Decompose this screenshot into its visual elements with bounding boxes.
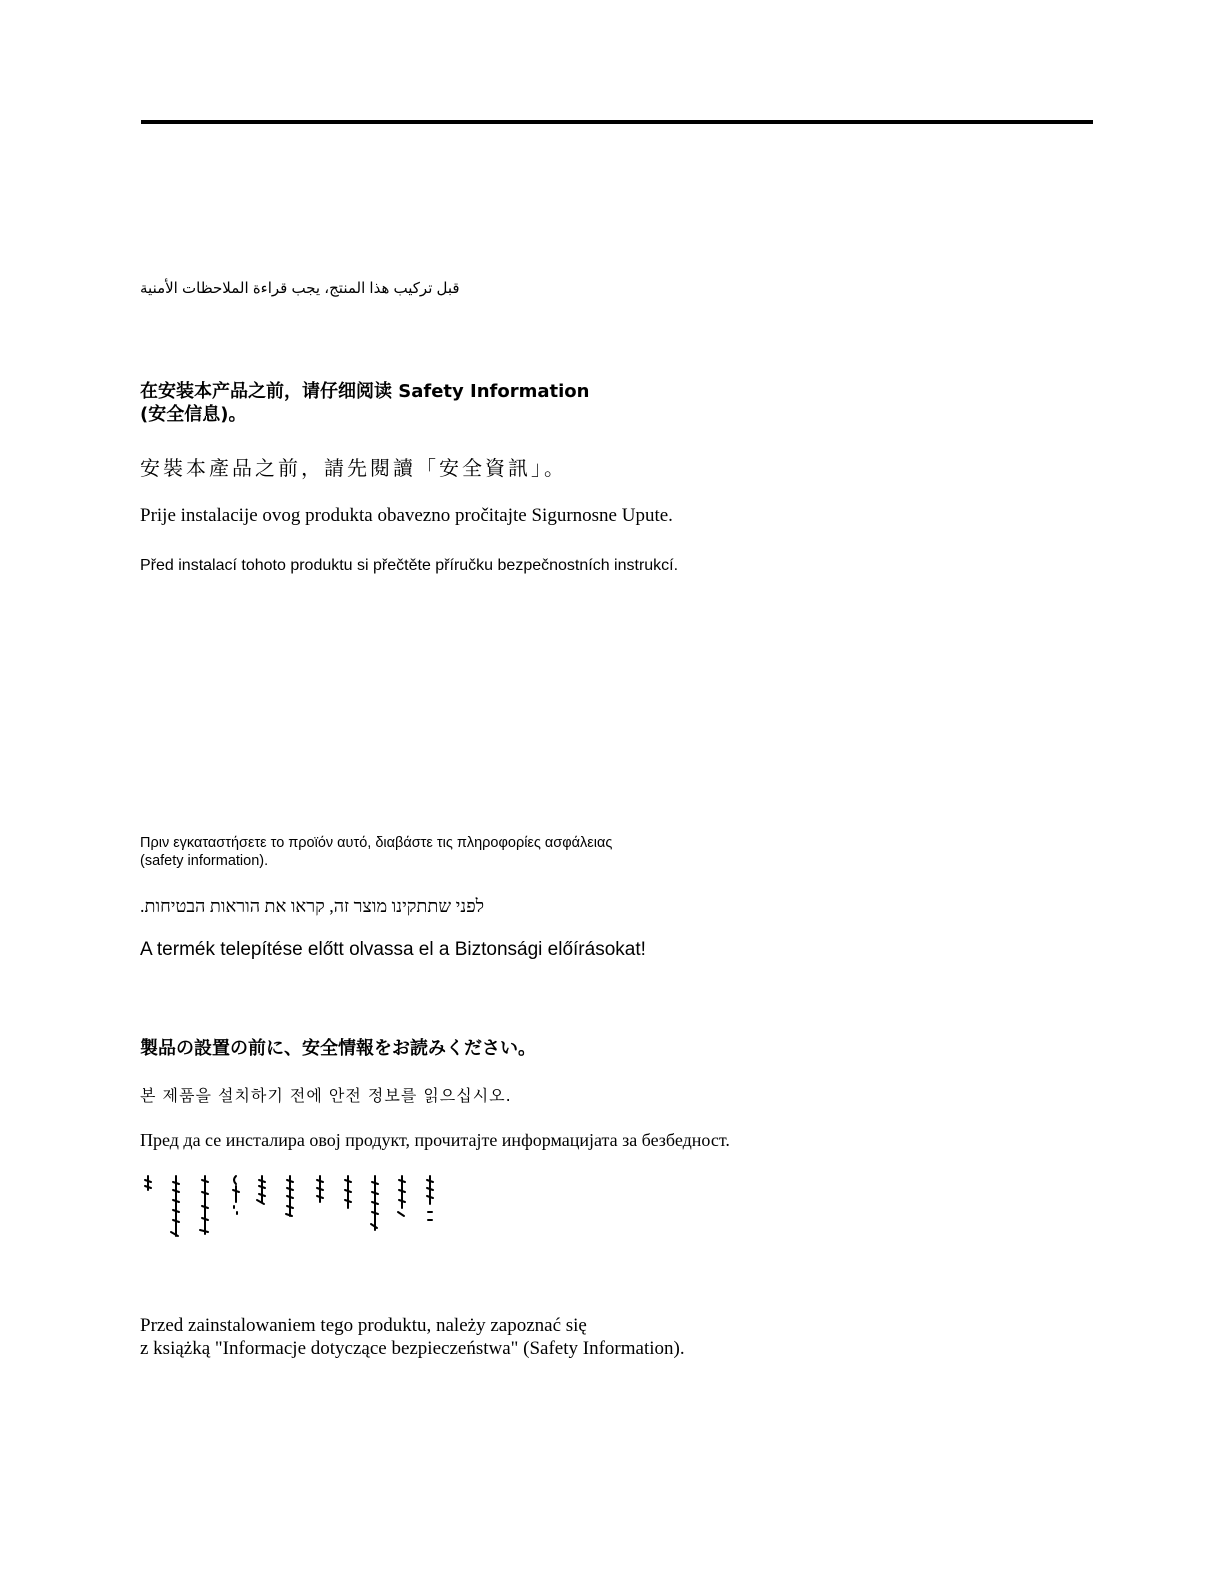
notice-chinese-simplified (140, 380, 589, 427)
notice-polish-line-2: z książką "Informacje dotyczące bezpieczeństwa" (Safety Information). (140, 1338, 685, 1360)
notice-polish (140, 1314, 685, 1360)
header-rule (141, 120, 1093, 124)
notice-greek (140, 834, 612, 870)
notice-croatian: Prije instalacije ovog produkta obavezno pročitajte Sigurnosne Upute. (140, 505, 673, 526)
notice-hebrew: לפני שתתקינו מוצר זה, קראו את הוראות הבטיחות. (140, 896, 485, 916)
notice-japanese: 製品の設置の前に、安全情報をお読みください。 (140, 1038, 536, 1059)
notice-greek-line-1: Πριν εγκαταστήσετε το προϊόν αυτό, διαβάστε τις πληροφορίες ασφάλειας (140, 835, 613, 851)
notice-chinese-simplified-line-1: 在安装本产品之前，请仔细阅读 Safety Information (140, 381, 590, 402)
notice-chinese-traditional: 安裝本產品之前，請先閱讀「安全資訊」。 (140, 456, 567, 480)
mongolian-script-notice (140, 1172, 445, 1244)
notice-hungarian: A termék telepítése előtt olvassa el a Biztonsági előírásokat! (140, 939, 646, 960)
notice-polish-line-1: Przed zainstalowaniem tego produktu, należy zapoznać się (140, 1315, 587, 1336)
notice-macedonian: Пред да се инсталира овој продукт, прочитајте информацијата за безбедност. (140, 1130, 730, 1150)
notice-czech: Před instalací tohoto produktu si přečtěte příručku bezpečnostních instrukcí. (140, 557, 679, 574)
notice-korean: 본 제품을 설치하기 전에 안전 정보를 읽으십시오. (140, 1086, 512, 1105)
notice-greek-line-2: (safety information). (140, 853, 269, 870)
notice-chinese-simplified-line-2: (安全信息)。 (140, 404, 247, 426)
notice-arabic: قبل تركيب هذا المنتج، يجب قراءة الملاحظات الأمنية (140, 280, 460, 297)
